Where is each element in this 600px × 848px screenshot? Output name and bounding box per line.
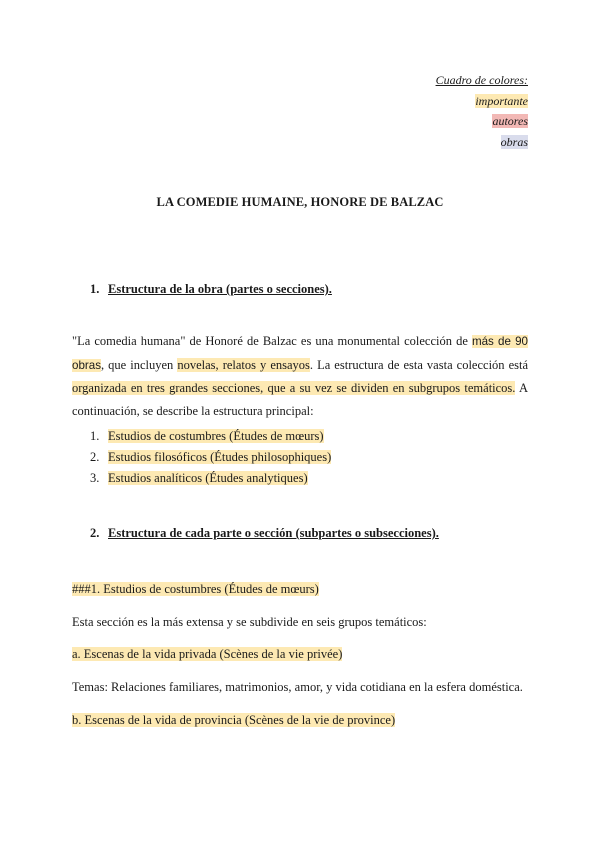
- subgroup-a-title: a. Escenas de la vida privada (Scènes de la vie privée): [72, 647, 343, 661]
- section-2-heading: 2. Estructura de cada parte o sección (subpartes o subsecciones).: [90, 526, 439, 540]
- subgroup-a-description: Temas: Relaciones familiares, matrimonios, amor, y vida cotidiana en la esfera doméstica.: [72, 680, 523, 694]
- legend-item-obras: obras: [500, 134, 528, 149]
- sections-list: [90, 426, 331, 489]
- intro-line-2: obras, que incluyen novelas, relatos y ensayos. La estructura de esta vasta colección está: [72, 357, 529, 372]
- intro-line-1: "La comedia humana" de Honoré de Balzac es una monumental colección de más de 90: [72, 334, 528, 348]
- intro-paragraph: [72, 330, 528, 422]
- legend-title: Cuadro de colores:: [435, 73, 528, 87]
- list-item: 1. Estudios de costumbres (Études de mœurs): [90, 429, 324, 443]
- legend-item-importante: importante: [475, 93, 528, 108]
- subgroup-b-title: b. Escenas de la vida de provincia (Scènes de la vie de province): [72, 713, 396, 727]
- subsection-1-title: ###1. Estudios de costumbres (Études de mœurs): [72, 582, 319, 596]
- subsection-1-description: Esta sección es la más extensa y se subdivide en seis grupos temáticos:: [72, 615, 427, 629]
- section-1-heading: 1. Estructura de la obra (partes o secciones).: [90, 282, 332, 296]
- document-title: LA COMEDIE HUMAINE, HONORE DE BALZAC: [156, 195, 444, 209]
- list-item: 3. Estudios analíticos (Études analytiques): [90, 471, 308, 485]
- intro-line-3: organizada en tres grandes secciones, que a su vez se dividen en subgrupos temáticos. A: [72, 381, 528, 395]
- color-legend: [436, 70, 528, 152]
- intro-line-4: continuación, se describe la estructura principal:: [72, 403, 314, 418]
- list-item: 2. Estudios filosóficos (Études philosophiques): [90, 450, 332, 464]
- legend-item-autores: autores: [492, 114, 528, 128]
